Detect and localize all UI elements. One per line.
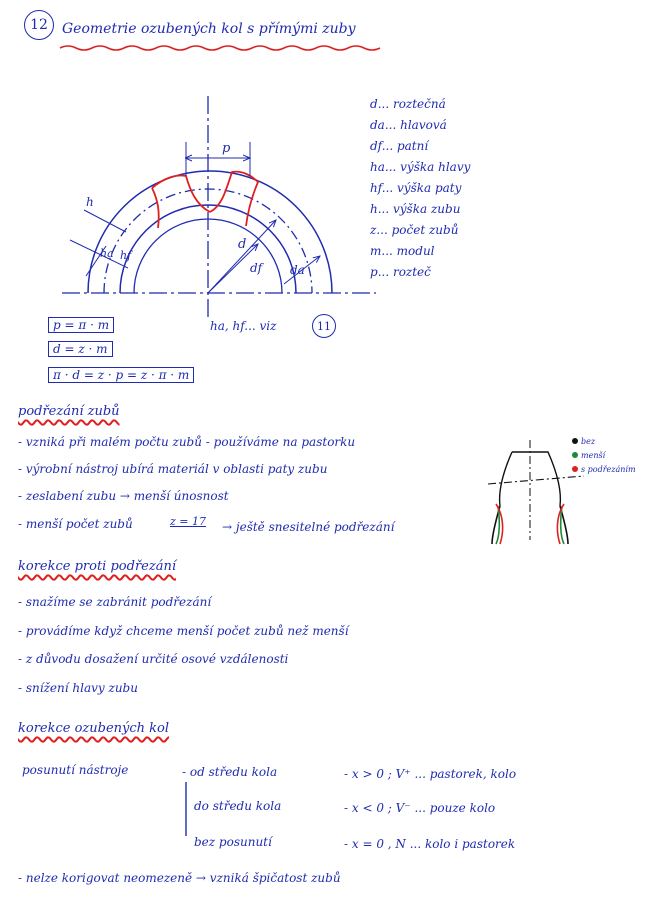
d-leader (208, 220, 276, 293)
diagram-note: ha, hf... viz (210, 319, 277, 333)
measures-item: - z důvodu dosažení určité osové vzdálenosti (18, 652, 289, 666)
tooth-profile-left (152, 176, 210, 229)
legend-item: df... patní (370, 139, 429, 153)
label-h: h (86, 195, 94, 209)
correction-row-text: - od středu kola (182, 765, 278, 779)
undercut-item: - menší počet zubů (18, 517, 133, 531)
legend-symbol: ha (370, 160, 385, 174)
label-df: df (250, 261, 263, 275)
note-reference: 11 (317, 319, 331, 333)
section-number-badge (24, 10, 54, 40)
legend-item: h... výška zubu (370, 202, 461, 216)
legend-symbol: hf (370, 181, 382, 195)
correction-footer: - nelze korigovat neomezeně → vzniká špičatost zubů (18, 871, 341, 885)
legend-item: d... roztečná (370, 97, 446, 111)
measures-item: - snažíme se zabránit podřezání (18, 595, 212, 609)
undercut-legend (572, 438, 636, 480)
legend-item: hf... výška paty (370, 181, 462, 195)
undercut-legend-label: menší (581, 451, 606, 460)
label-ha: ha (100, 247, 114, 260)
legend-symbol: d (370, 97, 378, 111)
legend-desc: hlavová (400, 118, 447, 132)
label-hf: hf (120, 249, 132, 262)
legend-desc: výška paty (397, 181, 462, 195)
section-heading-measures: korekce proti podřezání (18, 559, 176, 574)
correction-label: posunutí nástroje (22, 763, 129, 777)
formula-diameter: d = z · m (48, 341, 113, 357)
legend-item: ha... výška hlavy (370, 160, 471, 174)
label-da: da (290, 263, 305, 277)
section-number: 12 (30, 17, 48, 33)
label-d: d (238, 237, 247, 252)
undercut-item: - výrobní nástroj ubírá materiál v oblasti paty zubu (18, 462, 328, 476)
legend-desc: počet zubů (391, 223, 459, 237)
section-heading-correction: korekce ozubených kol (18, 721, 170, 736)
legend-item: z... počet zubů (370, 223, 459, 237)
correction-row-formula: - x > 0 ; V⁺ ... pastorek, kolo (344, 767, 517, 781)
legend-symbol: h (370, 202, 378, 216)
dot-icon (572, 452, 578, 458)
page-title: Geometrie ozubených kol s přímými zuby (62, 21, 356, 37)
undercut-tooth-diagram (488, 440, 584, 544)
legend-item: m... modul (370, 244, 435, 258)
measures-item: - snížení hlavy zubu (18, 681, 138, 695)
legend-desc: výška zubu (393, 202, 461, 216)
formula-pitch: p = π · m (48, 317, 114, 333)
legend-item: p... rozteč (370, 265, 431, 279)
title-underline (60, 46, 380, 50)
dot-icon (572, 466, 578, 472)
dot-icon (572, 438, 578, 444)
legend-symbol: z (370, 223, 377, 237)
symbol-legend (370, 98, 510, 287)
undercut-legend-label: bez (581, 437, 596, 446)
undercut-item: - zeslabení zubu → menší únosnost (18, 489, 229, 503)
undercut-legend-label: s podřezáním (581, 465, 636, 474)
legend-symbol: da (370, 118, 385, 132)
undercut-item-suffix: → ještě snesitelné podřezání (222, 520, 395, 534)
legend-desc: roztečná (392, 97, 446, 111)
undercut-legend-item (572, 438, 636, 452)
legend-desc: modul (396, 244, 435, 258)
legend-symbol: df (370, 139, 382, 153)
label-p: p (222, 141, 231, 156)
measures-item: - provádíme když chceme menší počet zubů než menší (18, 624, 349, 638)
note-reference-badge (312, 314, 336, 338)
correction-row-text: do středu kola (194, 799, 282, 813)
correction-row-formula: - x = 0 , N ... kolo i pastorek (344, 837, 516, 851)
section-heading-undercut: podřezání zubů (18, 404, 120, 419)
undercut-legend-item (572, 466, 636, 480)
legend-symbol: p (370, 265, 378, 279)
z-value: z = 17 (170, 515, 207, 528)
legend-item: da... hlavová (370, 118, 447, 132)
formula-circumference: π · d = z · p = z · π · m (48, 367, 194, 383)
undercut-legend-item (572, 452, 636, 466)
undercut-item: - vzniká při malém počtu zubů - používáme na pastorku (18, 435, 356, 449)
legend-desc: patní (396, 139, 429, 153)
correction-row-text: bez posunutí (194, 835, 272, 849)
legend-symbol: m (370, 244, 382, 258)
correction-row-formula: - x < 0 ; V⁻ ... pouze kolo (344, 801, 496, 815)
legend-desc: výška hlavy (400, 160, 471, 174)
legend-desc: rozteč (392, 265, 431, 279)
